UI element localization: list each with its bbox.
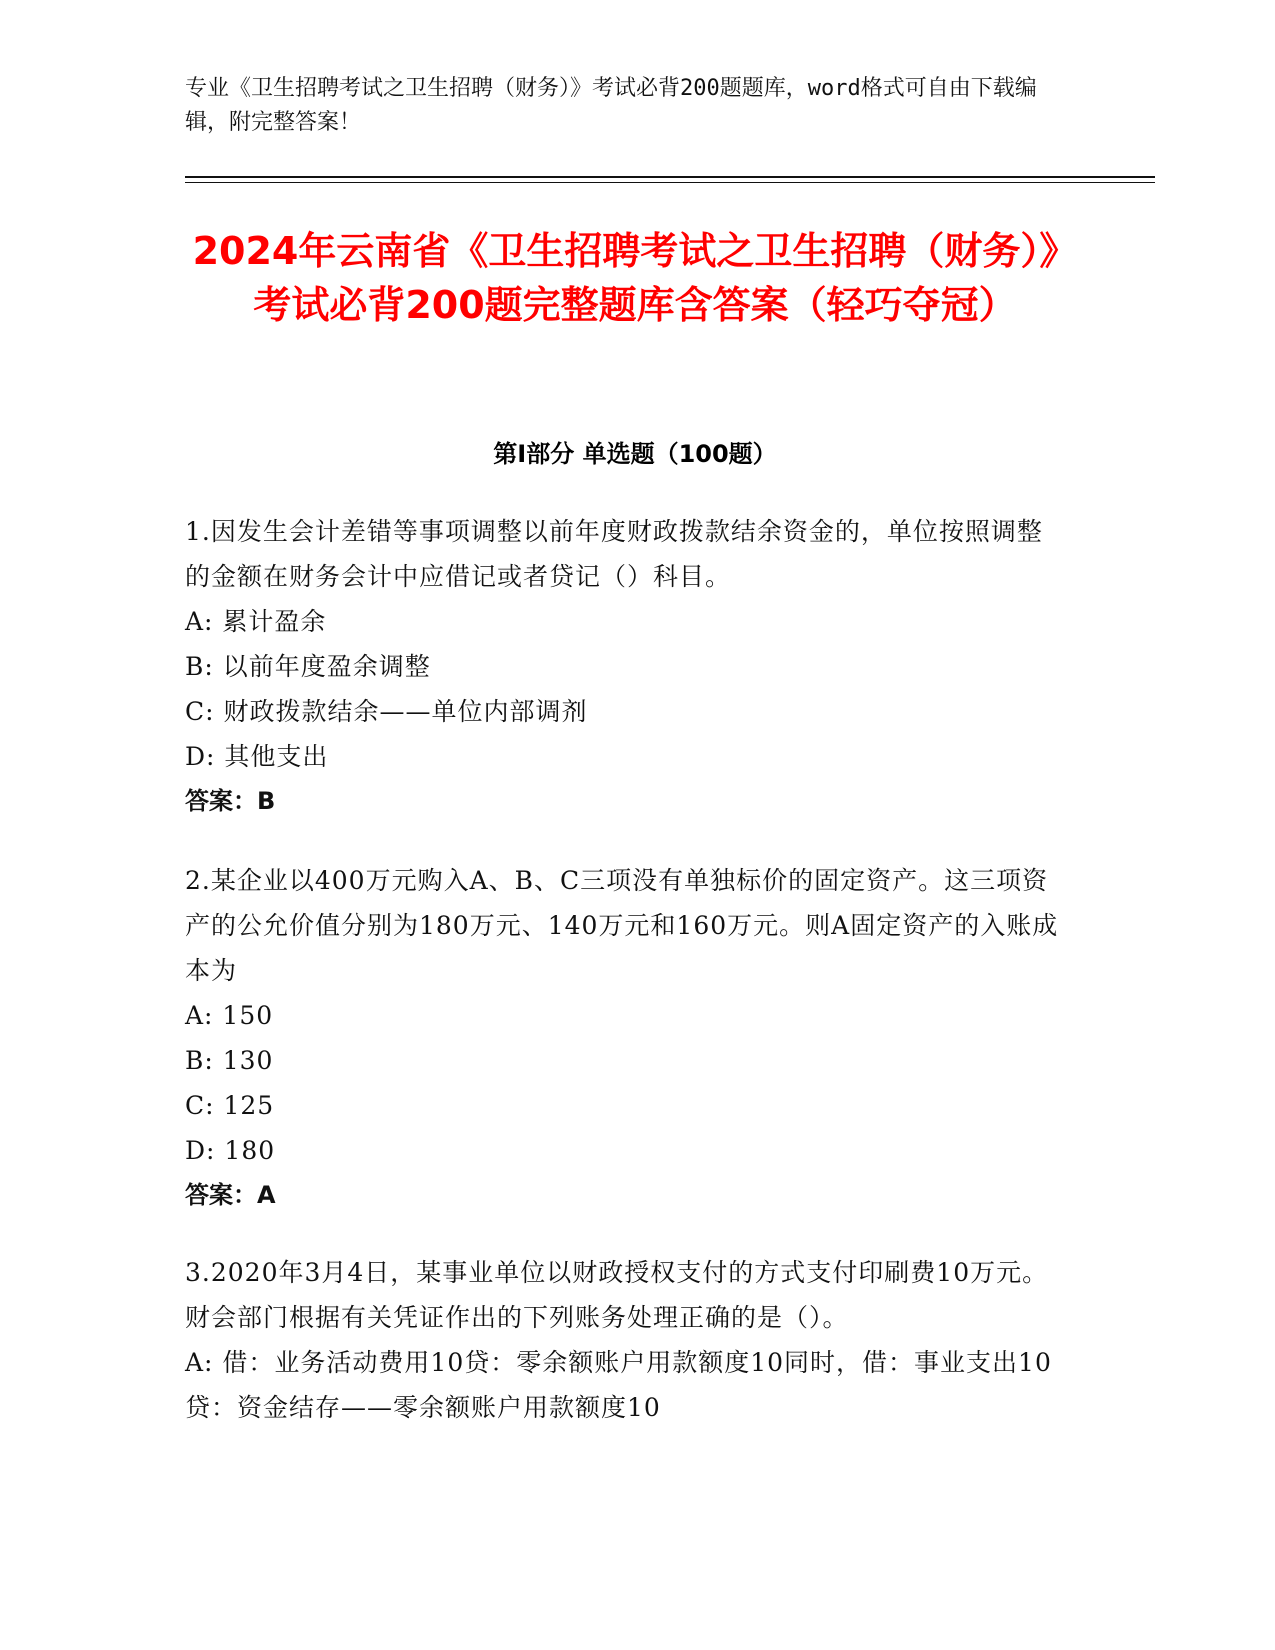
question-text: 2.某企业以400万元购入A、B、C三项没有单独标价的固定资产。这三项资产的公允价值分别为180万元、140万元和160万元。则A固定资产的入账成本为 bbox=[185, 866, 1059, 985]
answer: 答案：A bbox=[185, 1181, 276, 1209]
question-2 bbox=[185, 858, 1065, 1218]
header-note: 专业《卫生招聘考试之卫生招聘（财务）》考试必背200题题库，word格式可自由下载编辑，附完整答案！ bbox=[185, 76, 1037, 135]
document-title: 2024年云南省《卫生招聘考试之卫生招聘（财务）》考试必背200题完整题库含答案（轻巧夺冠） bbox=[192, 229, 1078, 327]
option-b: B: 130 bbox=[185, 1046, 274, 1075]
answer: 答案：B bbox=[185, 787, 276, 815]
option-a: A: 150 bbox=[185, 1001, 274, 1030]
option-a: A: 累计盈余 bbox=[185, 607, 327, 636]
option-b: B: 以前年度盈余调整 bbox=[185, 652, 431, 681]
header-divider-thin bbox=[185, 182, 1155, 183]
option-d: D: 其他支出 bbox=[185, 742, 329, 771]
option-c: C: 125 bbox=[185, 1091, 275, 1120]
question-text: 1.因发生会计差错等事项调整以前年度财政拨款结余资金的，单位按照调整的金额在财务会计中应借记或者贷记（）科目。 bbox=[185, 517, 1043, 591]
header-divider-thick bbox=[185, 176, 1155, 178]
option-d: D: 180 bbox=[185, 1136, 276, 1165]
option-c: C: 财政拨款结余——单位内部调剂 bbox=[185, 697, 588, 726]
question-3 bbox=[185, 1250, 1065, 1430]
question-1 bbox=[185, 509, 1065, 824]
question-text: 3.2020年3月4日，某事业单位以财政授权支付的方式支付印刷费10万元。财会部门根据有关凭证作出的下列账务处理正确的是（）。 bbox=[185, 1258, 1049, 1332]
option-a: A: 借：业务活动费用10贷：零余额账户用款额度10同时，借：事业支出10贷：资金结存——零余额账户用款额度10 bbox=[185, 1348, 1052, 1422]
section-title: 第Ⅰ部分 单选题（100题） bbox=[493, 440, 777, 468]
